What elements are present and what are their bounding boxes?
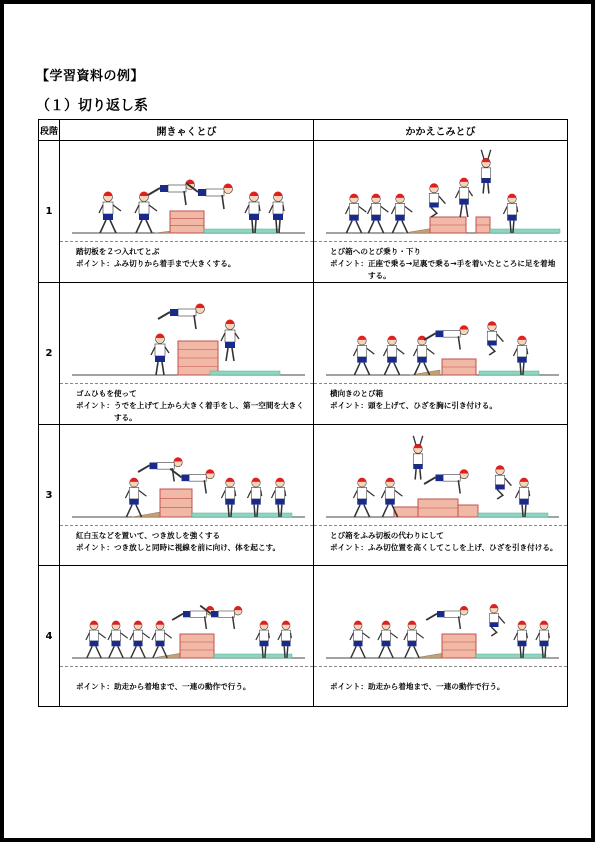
vaulting-box: [476, 217, 490, 233]
exercise-title: とび箱をふみ切板の代わりにして: [330, 531, 444, 540]
illustration-svg: [314, 425, 568, 525]
landing-mat: [479, 371, 539, 375]
table-row: [39, 141, 568, 283]
vaulting-box: [442, 359, 476, 375]
point-label: ポイント：: [76, 543, 114, 552]
table-cell: [60, 425, 314, 566]
figure-runner: [404, 621, 424, 658]
vaulting-box: [418, 499, 458, 517]
point-label: ポイント：: [330, 401, 368, 410]
figure-runner: [152, 621, 172, 658]
table-cell: [60, 566, 314, 707]
figure-lander: [256, 621, 270, 658]
point-label: ポイント：: [330, 543, 368, 552]
header-col2: かかえこみとび: [314, 120, 568, 141]
table-row: [39, 425, 568, 566]
figure-runner: [353, 336, 374, 375]
illustration: [60, 141, 313, 242]
landing-mat: [214, 654, 292, 658]
figure-runner: [413, 336, 434, 375]
exercise-title: ゴムひもを使って: [76, 389, 137, 398]
figure-lander: [271, 478, 285, 517]
figure-lander: [514, 621, 528, 658]
figure-runner: [350, 621, 370, 658]
illustration: [314, 141, 567, 242]
point-label: ポイント：: [76, 259, 114, 268]
point-text: 助走から着地まで、一連の動作で行う。: [113, 682, 251, 691]
figure-runner: [135, 192, 157, 234]
illustration: [60, 425, 313, 526]
illustration-svg: [60, 283, 314, 383]
illustration-svg: [60, 566, 314, 666]
landing-mat: [478, 513, 548, 517]
vaulting-box: [442, 634, 476, 658]
illustration: [60, 283, 313, 384]
springboard: [132, 512, 160, 517]
figure-runner: [99, 192, 121, 234]
exercise-title: とび箱へのとび乗り・下り: [330, 247, 422, 256]
figure-helper: [151, 334, 169, 376]
figure-lander: [513, 336, 527, 375]
point-text: 正座で乗る→足裏で乗る→手を着いたところに足を着地する。: [367, 259, 556, 280]
point-text: 助走から着地まで、一連の動作で行う。: [367, 682, 505, 691]
illustration: [314, 283, 567, 384]
section-heading: （１）切り返し系: [36, 98, 148, 114]
landing-mat: [210, 371, 280, 375]
landing-mat: [204, 229, 279, 233]
point-text: ふみ切位置を高くしてこしを上げ、ひざを引き付ける。: [367, 543, 558, 552]
figure-lander: [245, 192, 260, 234]
table-cell: [314, 141, 568, 283]
figure-vaulter-support: [426, 606, 468, 629]
figure-helper: [221, 320, 239, 362]
figure-lander: [247, 478, 261, 517]
table-cell: [314, 283, 568, 425]
figure-lander: [503, 194, 517, 233]
figure-jumper-kneel: [429, 183, 445, 217]
header-col1: 開きゃくとび: [60, 120, 314, 141]
illustration: [60, 566, 313, 667]
figure-vaulter-support: [424, 325, 468, 349]
illustration-svg: [60, 141, 314, 241]
vaulting-box: [458, 505, 478, 517]
illustration: [314, 425, 567, 526]
vaulting-box: [178, 341, 218, 375]
figure-jumper-tuck: [487, 321, 503, 355]
illustration-svg: [60, 425, 314, 525]
exercise-title: 踏切板を２つ入れてとぶ: [76, 247, 160, 256]
illustration: [314, 566, 567, 667]
stage-number: 2: [39, 283, 60, 425]
figure-jumper-tuck: [495, 465, 511, 499]
illustration-svg: [314, 283, 568, 383]
figure-jumper-tuck: [490, 604, 505, 636]
figure-jumper-leap: [481, 150, 491, 194]
figure-vaulter-support: [172, 606, 214, 629]
table-cell: [60, 283, 314, 425]
point-label: ポイント：: [76, 682, 114, 691]
exercise-title: 紅白玉などを置いて、つき放しを強くする: [76, 531, 221, 540]
table-cell: [314, 425, 568, 566]
exercise-title: 横向きのとび箱: [330, 389, 384, 398]
figure-runner: [383, 336, 404, 375]
point-label: ポイント：: [330, 259, 368, 268]
point-label: ポイント：: [76, 401, 114, 410]
stage-number: 4: [39, 566, 60, 707]
vaulting-box: [180, 634, 214, 658]
figure-jumper-stand: [455, 178, 472, 217]
table-cell: [60, 141, 314, 283]
point-text: つき放しと同時に視線を前に向け、体を起こす。: [113, 543, 281, 552]
illustration-svg: [314, 141, 568, 241]
figure-runner: [130, 621, 150, 658]
figure-runner: [108, 621, 128, 658]
landing-mat: [192, 513, 292, 517]
figure-vaulter-support: [138, 457, 182, 481]
vaulting-box: [170, 211, 204, 233]
point-label: ポイント：: [330, 682, 368, 691]
illustration-svg: [314, 566, 568, 666]
figure-vaulter-support: [424, 469, 468, 493]
table-cell: [314, 566, 568, 707]
vaulting-box: [160, 489, 192, 517]
figure-lander: [278, 621, 292, 658]
table-row: [39, 566, 568, 707]
table-header-row: [39, 120, 568, 141]
document-heading: 【学習資料の例】: [36, 69, 145, 84]
figure-lander: [269, 192, 284, 234]
figure-runner: [378, 621, 398, 658]
table-row: [39, 283, 568, 425]
figure-lander: [536, 621, 550, 658]
stage-number: 3: [39, 425, 60, 566]
figure-lander: [515, 478, 529, 517]
point-text: 頭を上げて、ひざを胸に引き付ける。: [367, 401, 497, 410]
figure-lander: [221, 478, 235, 517]
figure-runner: [345, 194, 366, 233]
figure-runner: [125, 478, 146, 517]
point-text: ふみ切りから着手まで大きくする。: [113, 259, 236, 268]
landing-mat: [476, 654, 546, 658]
figure-jumper-leap: [413, 436, 423, 480]
figure-runner: [367, 194, 388, 233]
landing-mat: [490, 229, 560, 233]
header-stage: 段階: [39, 120, 60, 141]
stage-number: 1: [39, 141, 60, 283]
figure-runner: [391, 194, 412, 233]
figure-vaulter-support: [158, 304, 205, 330]
figure-runner: [353, 478, 374, 517]
learning-material-table: [38, 119, 568, 707]
figure-runner: [86, 621, 106, 658]
vaulting-box: [430, 217, 466, 233]
point-text: うでを上げて上から大きく着手をし、第一空間を大きくする。: [113, 401, 304, 422]
